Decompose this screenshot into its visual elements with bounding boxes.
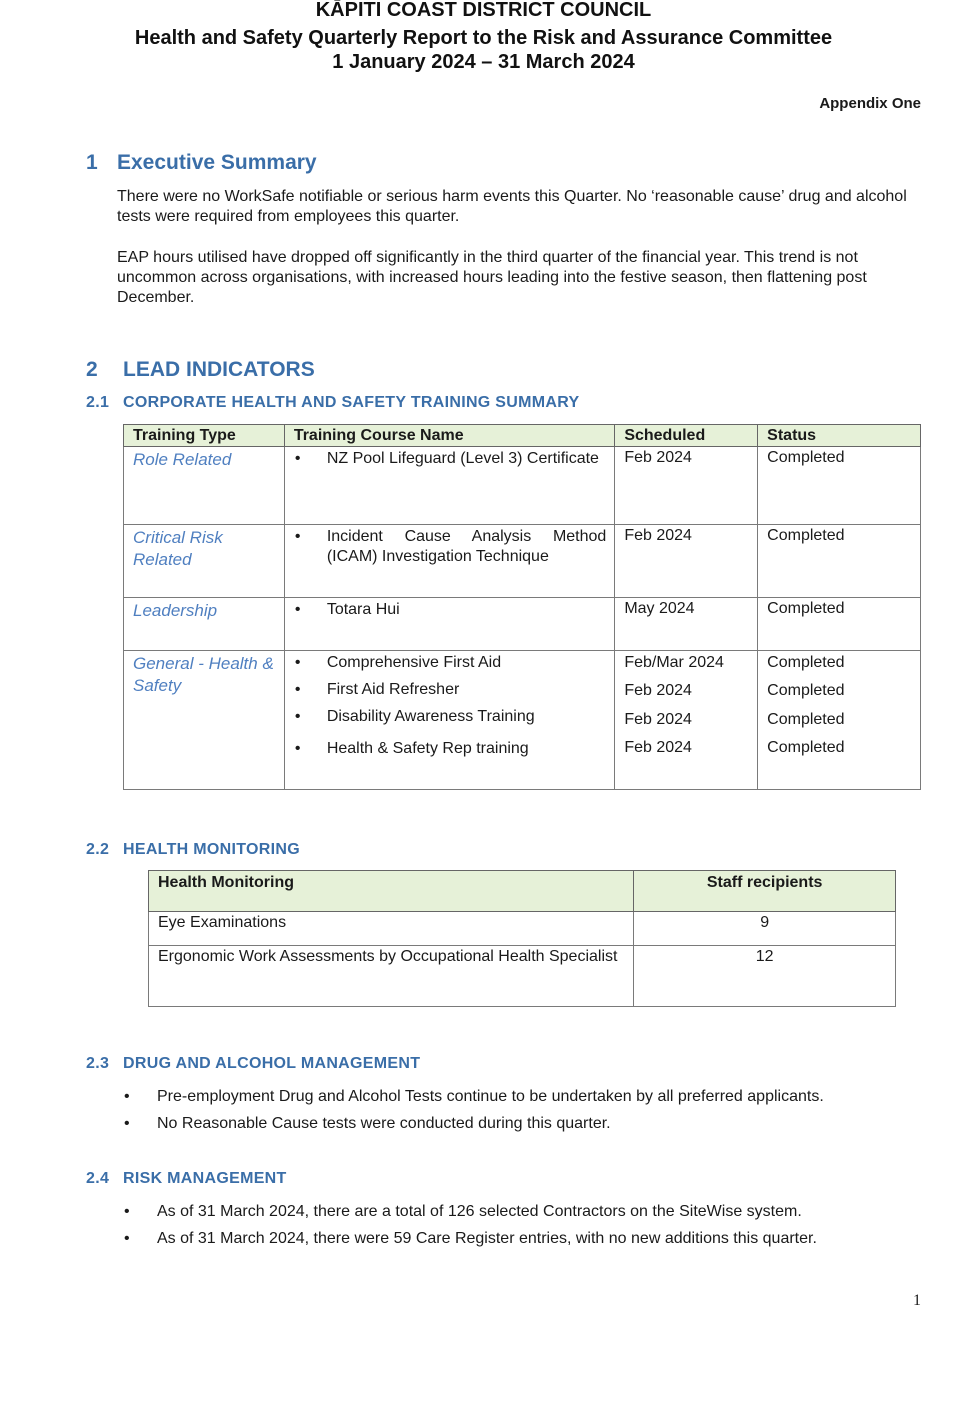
health-monitoring-title: HEALTH MONITORING [123, 841, 300, 858]
list-item-text: As of 31 March 2024, there are a total of 126 selected Contractors on the SiteWise system. [157, 1203, 802, 1220]
list-item [122, 1087, 824, 1114]
course-item [294, 653, 607, 680]
course-item [294, 600, 607, 620]
recipient-count: 9 [634, 912, 896, 946]
training-row-critical-risk [124, 525, 921, 598]
scheduled-date: Feb 2024 [624, 527, 692, 544]
list-item [122, 1202, 817, 1229]
list-item-text: Pre-employment Drug and Alcohol Tests continue to be undertaken by all preferred applicants. [157, 1088, 824, 1105]
scheduled-list [624, 653, 749, 758]
bullet-icon: • [124, 1088, 130, 1105]
section-2-title: LEAD INDICATORS [123, 358, 315, 381]
training-type: Leadership [133, 601, 218, 620]
scheduled-date: Feb 2024 [624, 449, 692, 466]
course-name: Health & Safety Rep training [326, 740, 529, 757]
monitoring-item: Eye Examinations [149, 912, 634, 946]
course-item [294, 527, 607, 567]
course-cell [284, 598, 615, 651]
course-item [294, 680, 607, 707]
drug-alcohol-list [122, 1087, 824, 1141]
health-monitoring-header [149, 871, 896, 912]
training-type: Critical Risk Related [133, 528, 223, 569]
report-period: 1 January 2024 – 31 March 2024 [332, 51, 635, 73]
col-course-name: Training Course Name [284, 425, 615, 447]
council-name: KĀPITI COAST DISTRICT COUNCIL [315, 0, 652, 21]
bullet-icon: • [124, 1115, 130, 1132]
list-item [122, 1114, 824, 1141]
exec-summary-para-1: There were no WorkSafe notifiable or serious harm events this Quarter. No ‘reasonable cause’ drug and alcohol tests were required from employees this quarter. [117, 188, 907, 225]
status-list [767, 653, 912, 758]
course-name: Comprehensive First Aid [326, 654, 502, 671]
section-2-number: 2 [86, 358, 98, 381]
health-monitoring-number: 2.2 [86, 841, 110, 858]
section-1-title: Executive Summary [117, 151, 317, 174]
scheduled-cell [615, 525, 758, 598]
bullet-icon: • [294, 601, 301, 618]
training-type-cell [124, 651, 285, 790]
recipient-count: 12 [634, 946, 896, 1007]
course-name: NZ Pool Lifeguard (Level 3) Certificate [326, 450, 599, 467]
training-row-general-health-safety [124, 651, 921, 790]
page-number: 1 [913, 1292, 921, 1309]
scheduled-date: Feb/Mar 2024 [624, 654, 724, 671]
scheduled-date: May 2024 [624, 600, 695, 617]
course-name: First Aid Refresher [326, 681, 460, 698]
status-value: Completed [767, 449, 845, 466]
report-title: Health and Safety Quarterly Report to the Risk and Assurance Committee [134, 27, 833, 49]
bullet-icon: • [124, 1230, 130, 1247]
status-cell [758, 447, 921, 525]
monitoring-item: Ergonomic Work Assessments by Occupational Health Specialist [149, 946, 634, 1007]
status-cell [758, 525, 921, 598]
section-1-number: 1 [86, 151, 98, 174]
course-name: Disability Awareness Training [326, 708, 535, 725]
scheduled-cell [615, 598, 758, 651]
col-training-type: Training Type [124, 425, 285, 447]
course-cell [284, 447, 615, 525]
list-item [122, 1229, 817, 1256]
appendix-label: Appendix One [819, 95, 921, 112]
scheduled-date: Feb 2024 [624, 682, 692, 699]
status-cell [758, 598, 921, 651]
col-health-monitoring: Health Monitoring [149, 871, 634, 912]
course-cell [284, 525, 615, 598]
training-type-cell [124, 525, 285, 598]
health-monitoring-row [149, 912, 896, 946]
bullet-icon: • [294, 528, 301, 545]
status-value: Completed [767, 711, 845, 728]
risk-list [122, 1202, 817, 1256]
health-monitoring-table [148, 870, 896, 1007]
list-item-text: No Reasonable Cause tests were conducted during this quarter. [157, 1115, 611, 1132]
scheduled-date: Feb 2024 [624, 739, 692, 756]
status-value: Completed [767, 654, 845, 671]
training-type-cell [124, 598, 285, 651]
course-cell [284, 651, 615, 790]
scheduled-cell [615, 651, 758, 790]
training-type-cell [124, 447, 285, 525]
health-monitoring-row [149, 946, 896, 1007]
col-staff-recipients: Staff recipients [634, 871, 896, 912]
status-cell [758, 651, 921, 790]
training-row-role-related [124, 447, 921, 525]
exec-summary-para-2: EAP hours utilised have dropped off significantly in the third quarter of the financial year. This trend is not uncommon across organisations, with increased hours leading into the festive season, then flattening post December. [117, 249, 867, 306]
course-name: Totara Hui [326, 601, 400, 618]
training-type: Role Related [133, 450, 232, 469]
list-item-text: As of 31 March 2024, there were 59 Care Register entries, with no new additions this quarter. [157, 1230, 817, 1247]
bullet-icon: • [124, 1203, 130, 1220]
risk-title: RISK MANAGEMENT [123, 1170, 287, 1187]
training-heading-title: CORPORATE HEALTH AND SAFETY TRAINING SUMMARY [123, 394, 580, 411]
training-type: General - Health & Safety [133, 654, 274, 695]
bullet-icon: • [294, 654, 301, 671]
bullet-icon: • [294, 450, 301, 467]
bullet-icon: • [294, 681, 301, 698]
scheduled-date: Feb 2024 [624, 711, 692, 728]
drug-alcohol-number: 2.3 [86, 1055, 110, 1072]
training-table-header [124, 425, 921, 447]
course-item [294, 707, 607, 739]
course-item [294, 449, 607, 469]
course-name: Incident Cause Analysis Method (ICAM) Investigation Technique [326, 528, 607, 565]
course-item [294, 739, 607, 759]
bullet-icon: • [294, 708, 301, 725]
training-heading-number: 2.1 [86, 394, 110, 411]
col-scheduled: Scheduled [615, 425, 758, 447]
risk-number: 2.4 [86, 1170, 110, 1187]
col-status: Status [758, 425, 921, 447]
status-value: Completed [767, 527, 845, 544]
scheduled-cell [615, 447, 758, 525]
status-value: Completed [767, 600, 845, 617]
bullet-icon: • [294, 740, 301, 757]
training-table [123, 424, 921, 790]
training-row-leadership [124, 598, 921, 651]
drug-alcohol-title: DRUG AND ALCOHOL MANAGEMENT [123, 1055, 421, 1072]
status-value: Completed [767, 682, 845, 699]
status-value: Completed [767, 739, 845, 756]
